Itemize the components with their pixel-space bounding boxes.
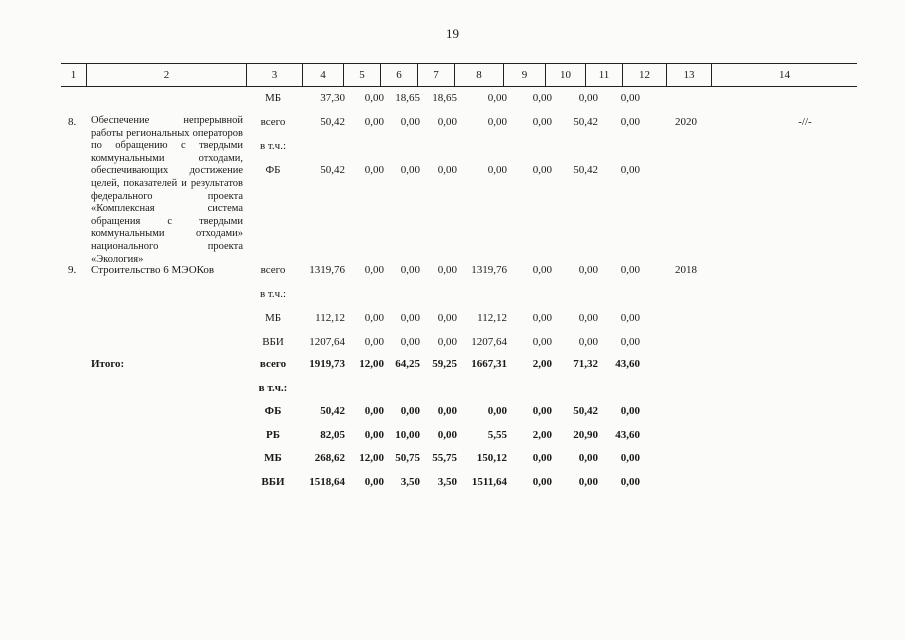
header-col-1: 1 [70,69,77,81]
header-col-6: 6 [380,64,417,86]
row-number: 9. [68,264,77,276]
value-cell: 0,00 [400,264,420,276]
value-cell: 0,00 [532,92,552,104]
value-cell: 0,00 [487,92,507,104]
funding-type: ВБИ [261,476,285,488]
value-cell: 0,00 [578,92,598,104]
value-cell: 0,00 [620,312,640,324]
year-cell: 2020 [675,116,697,128]
value-cell: 0,00 [620,336,640,348]
value-cell: 0,00 [400,312,420,324]
value-cell: 0,00 [620,116,640,128]
value-cell: 0,00 [364,336,384,348]
value-cell: 0,00 [532,476,552,488]
value-cell: 50,75 [395,452,420,464]
value-cell: 50,42 [573,164,598,176]
value-cell: 2,00 [532,358,552,370]
value-cell: 1207,64 [471,336,507,348]
funding-type: ФБ [264,405,282,417]
row-description: Итого: [91,358,125,370]
value-cell: 0,00 [400,336,420,348]
funding-type: всего [259,358,287,370]
row-description: Обеспечение непрерывной работы региональных операторов по обращению с твердыми коммунальными отходами, обеспечивающих достижение целей, показателей и результатов федерального проекта «Комплексная система обращения с твердыми коммунальными отходами» национального проекта «Экология» [91,115,243,265]
header-col-3: 3 [246,64,302,86]
value-cell: 0,00 [578,312,598,324]
value-cell: 82,05 [320,429,345,441]
value-cell: 1919,73 [309,358,345,370]
value-cell: 1518,64 [309,476,345,488]
value-cell: 0,00 [532,312,552,324]
header-col-4: 4 [302,64,343,86]
value-cell: 10,00 [395,429,420,441]
header-col-2: 2 [86,64,246,86]
value-cell: 5,55 [487,429,507,441]
value-cell: 59,25 [432,358,457,370]
value-cell: 50,42 [573,116,598,128]
funding-type: всего [260,116,286,128]
value-cell: 0,00 [532,452,552,464]
value-cell: 2,00 [532,429,552,441]
value-cell: 0,00 [364,92,384,104]
page-number: 19 [446,26,459,41]
value-cell: 0,00 [364,164,384,176]
value-cell: 1207,64 [309,336,345,348]
funding-type: ФБ [265,164,281,176]
value-cell: 3,50 [400,476,420,488]
value-cell: 1319,76 [471,264,507,276]
header-col-10: 10 [545,64,585,86]
row-number: 8. [68,116,77,128]
value-cell: 18,65 [432,92,457,104]
value-cell: 0,00 [437,164,457,176]
note-cell: -//- [798,116,812,128]
header-col-12: 12 [622,64,666,86]
year-cell: 2018 [675,264,697,276]
value-cell: 0,00 [487,116,507,128]
value-cell: 0,00 [620,405,640,417]
value-cell: 0,00 [620,264,640,276]
table-header [61,63,857,87]
value-cell: 0,00 [364,405,384,417]
value-cell: 18,65 [395,92,420,104]
funding-type: ВБИ [262,336,284,348]
value-cell: 0,00 [620,452,640,464]
value-cell: 0,00 [620,164,640,176]
value-cell: 0,00 [620,476,640,488]
funding-type: в т.ч.: [258,382,288,394]
value-cell: 20,90 [573,429,598,441]
header-col-8: 8 [454,64,503,86]
value-cell: 1667,31 [471,358,507,370]
value-cell: 37,30 [320,92,345,104]
value-cell: 0,00 [437,264,457,276]
value-cell: 12,00 [359,452,384,464]
funding-type: всего [260,264,286,276]
value-cell: 3,50 [437,476,457,488]
funding-type: МБ [264,92,282,104]
value-cell: 0,00 [437,405,457,417]
value-cell: 55,75 [432,452,457,464]
value-cell: 50,42 [320,116,345,128]
value-cell: 43,60 [615,429,640,441]
value-cell: 0,00 [620,92,640,104]
value-cell: 0,00 [487,405,507,417]
funding-type: МБ [264,312,282,324]
value-cell: 0,00 [578,452,598,464]
row-description: Строительство 6 МЭОКов [91,264,215,276]
value-cell: 50,42 [320,164,345,176]
value-cell: 50,42 [573,405,598,417]
value-cell: 0,00 [578,336,598,348]
value-cell: 0,00 [578,476,598,488]
value-cell: 71,32 [573,358,598,370]
value-cell: 0,00 [364,476,384,488]
value-cell: 0,00 [578,264,598,276]
value-cell: 268,62 [314,452,345,464]
value-cell: 150,12 [476,452,507,464]
value-cell: 0,00 [437,429,457,441]
funding-type: РБ [266,429,280,441]
value-cell: 0,00 [364,312,384,324]
value-cell: 0,00 [532,405,552,417]
value-cell: 0,00 [400,116,420,128]
value-cell: 0,00 [364,116,384,128]
value-cell: 0,00 [437,312,457,324]
value-cell: 43,60 [615,358,640,370]
value-cell: 0,00 [400,405,420,417]
value-cell: 0,00 [437,116,457,128]
header-col-9: 9 [503,64,545,86]
value-cell: 112,12 [315,312,345,324]
funding-type: в т.ч.: [259,288,286,300]
header-col-11: 11 [585,64,622,86]
funding-type: в т.ч.: [259,140,286,152]
value-cell: 0,00 [532,116,552,128]
header-col-14: 14 [711,64,857,86]
value-cell: 0,00 [487,164,507,176]
value-cell: 0,00 [364,264,384,276]
value-cell: 0,00 [532,164,552,176]
header-col-5: 5 [343,64,380,86]
value-cell: 0,00 [532,264,552,276]
value-cell: 0,00 [364,429,384,441]
header-col-7: 7 [417,64,454,86]
value-cell: 50,42 [320,405,345,417]
value-cell: 1511,64 [471,476,507,488]
funding-type: МБ [264,452,282,464]
value-cell: 0,00 [437,336,457,348]
value-cell: 0,00 [532,336,552,348]
value-cell: 1319,76 [309,264,345,276]
value-cell: 12,00 [359,358,384,370]
header-col-13: 13 [666,64,711,86]
value-cell: 0,00 [400,164,420,176]
value-cell: 112,12 [477,312,507,324]
value-cell: 64,25 [395,358,420,370]
